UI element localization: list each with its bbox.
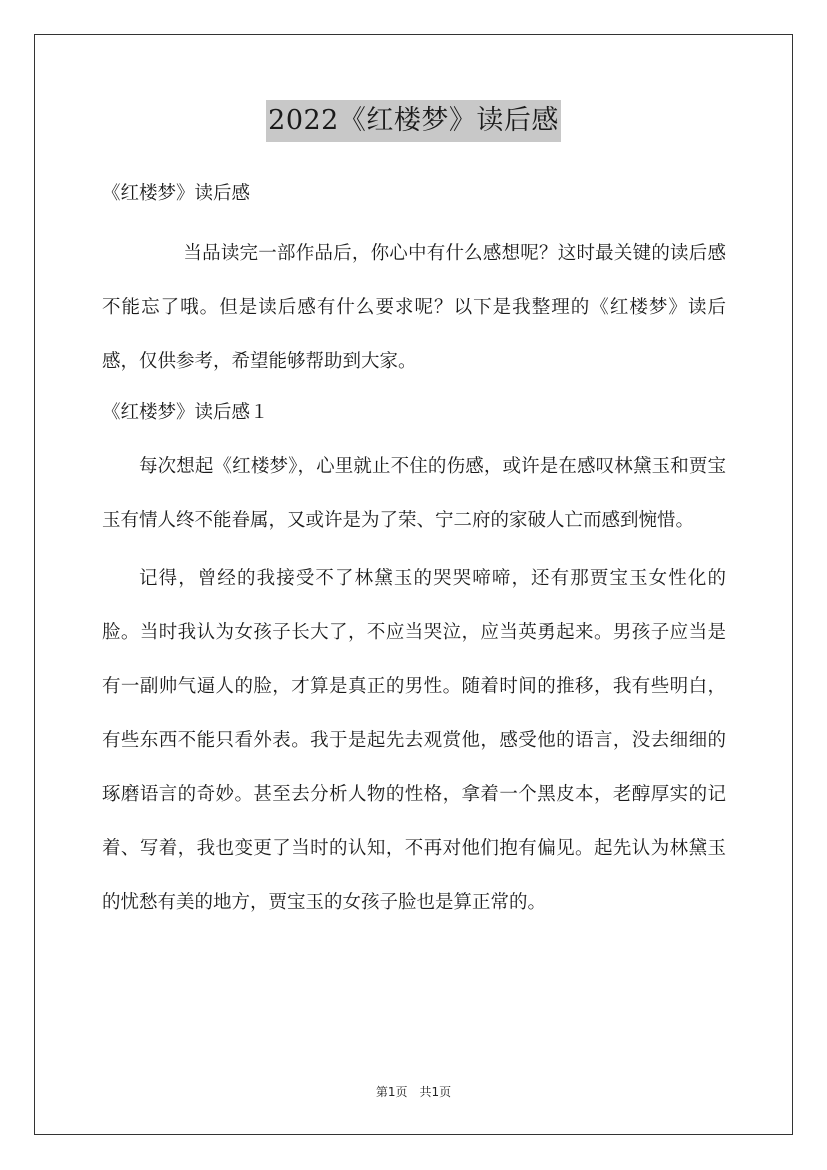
section-heading: 《红楼梦》读后感１ (102, 402, 269, 423)
body-paragraph: 记得，曾经的我接受不了林黛玉的哭哭啼啼，还有那贾宝玉女性化的脸。当时我认为女孩子长大了，不应当哭泣，应当英勇起来。男孩子应当是有一副帅气逼人的脸，才算是真正的男性。随着时间的推移，我有些明白，有些东西不能只看外表。我于是起先去观赏他，感受他的语言，没去细细的琢磨语言的奇妙。甚至去分析人物的性格，拿着一个黑皮本，老醇厚实的记着、写着，我也变更了当时的认知，不再对他们抱有偏见。起先认为林黛玉的忧愁有美的地方，贾宝玉的女孩子脸也是算正常的。 (102, 568, 726, 913)
title-container (0, 100, 827, 142)
body-paragraph: 每次想起《红楼梦》，心里就止不住的伤感，或许是在感叹林黛玉和贾宝玉有情人终不能眷属，又或许是为了荣、宁二府的家破人亡而感到惋惜。 (102, 456, 726, 531)
document-title: 2022《红楼梦》读后感 (266, 100, 561, 142)
intro-paragraph: 当品读完一部作品后，你心中有什么感想呢？这时最关键的读后感不能忘了哦。但是读后感有什么要求呢？以下是我整理的《红楼梦》读后感，仅供参考，希望能够帮助到大家。 (102, 243, 726, 372)
page-number-footer: 第1页 共1页 (375, 1085, 452, 1099)
document-body (102, 173, 726, 930)
subheading: 《红楼梦》读后感 (102, 183, 251, 204)
